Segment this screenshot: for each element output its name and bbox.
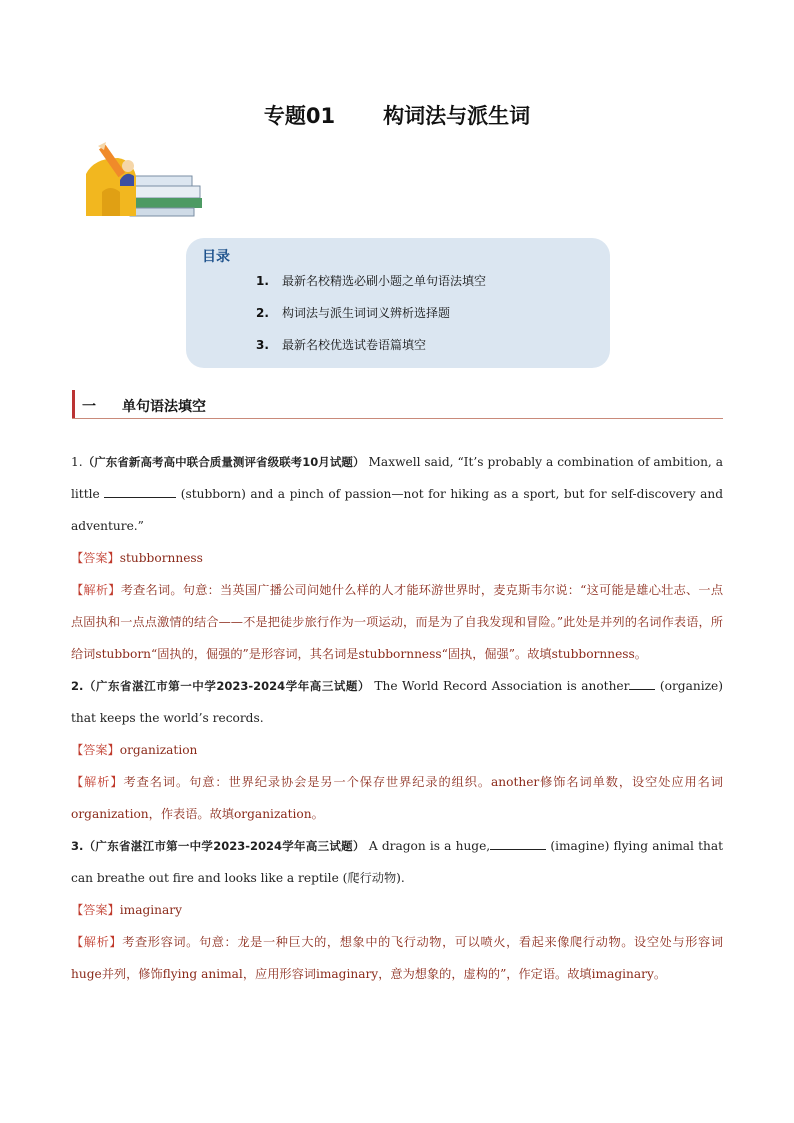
question-number: 3. xyxy=(71,839,84,853)
question-list xyxy=(71,446,723,990)
question-3-analysis xyxy=(71,926,723,990)
question-source: （广东省湛江市第一中学2023-2024学年高三试题） xyxy=(83,679,371,693)
question-3-answer xyxy=(71,894,723,926)
analysis-tag: 【解析】 xyxy=(71,583,121,597)
toc-heading: 目录 xyxy=(202,249,230,265)
question-text: The World Record Association is another xyxy=(370,679,630,693)
toc-item-number: 1. xyxy=(256,274,269,288)
answer-value: imaginary xyxy=(119,903,182,917)
toc-item-label: 构词法与派生词词义辨析选择题 xyxy=(282,306,451,320)
analysis-tag: 【解析】 xyxy=(71,775,124,789)
answer-tag: 【答案】 xyxy=(71,903,120,917)
question-text: A dragon is a huge, xyxy=(364,839,491,853)
page-title xyxy=(0,100,794,130)
question-2-stem xyxy=(71,670,723,734)
section-accent-bar xyxy=(72,390,75,418)
question-hint: (imagine) flying animal that can breathe out fire and looks like a reptile (爬行动物). xyxy=(71,839,723,885)
question-text: Maxwell said, “It’s probably a combination of ambition, a little xyxy=(71,455,723,501)
books-pencil-illustration xyxy=(84,136,204,218)
section-title-text: 单句语法填空 xyxy=(122,399,206,415)
answer-blank[interactable] xyxy=(629,677,655,690)
question-1-stem xyxy=(71,446,723,542)
toc-item xyxy=(256,304,450,321)
answer-value: organization xyxy=(119,743,198,757)
toc-item-number: 3. xyxy=(256,338,269,352)
title-text: 构词法与派生词 xyxy=(383,104,531,128)
question-2-answer xyxy=(71,734,723,766)
answer-blank[interactable] xyxy=(104,485,176,498)
toc-item-number: 2. xyxy=(256,306,269,320)
question-3-stem xyxy=(71,830,723,894)
question-1-analysis xyxy=(71,574,723,670)
answer-tag: 【答案】 xyxy=(71,551,120,565)
question-2-analysis xyxy=(71,766,723,830)
section-header xyxy=(72,388,723,419)
question-number: 2. xyxy=(71,679,84,693)
table-of-contents xyxy=(186,238,610,368)
toc-item-label: 最新名校优选试卷语篇填空 xyxy=(282,338,427,352)
analysis-text: 考查名词。句意：当英国广播公司问她什么样的人才能环游世界时，麦克斯韦尔说：“这可能是雄心壮志、一点点固执和一点点激情的结合——不是把徒步旅行作为一项运动，而是为了自我发现和冒险。”此处是并列的名词作表语，所给词stubborn“固执的，倔强的”是形容词，其名词是stubbornness“固执，倔强”。故填stubbornness。 xyxy=(71,583,724,661)
title-number: 专题01 xyxy=(263,104,336,128)
question-1-answer xyxy=(71,542,723,574)
question-hint: (stubborn) and a pinch of passion—not for hiking as a sport, but for self-discovery and adventure.” xyxy=(71,487,723,533)
analysis-text: 考查名词。句意：世界纪录协会是另一个保存世界纪录的组织。another修饰名词单数，设空处应用名词organization，作表语。故填organization。 xyxy=(71,775,723,821)
analysis-tag: 【解析】 xyxy=(71,935,123,949)
answer-blank[interactable] xyxy=(490,837,546,850)
question-source: （广东省湛江市第一中学2023-2024学年高三试题） xyxy=(83,839,365,853)
answer-tag: 【答案】 xyxy=(71,743,120,757)
section-title xyxy=(82,396,206,416)
analysis-text: 考查形容词。句意：龙是一种巨大的，想象中的飞行动物，可以喷火，看起来像爬行动物。设空处与形容词huge并列，修饰flying animal，应用形容词imaginary，意为想象的，虚构的”，作定语。故填imaginary。 xyxy=(71,935,724,981)
toc-item xyxy=(256,336,426,353)
question-source: （广东省新高考高中联合质量测评省级联考10月试题） xyxy=(82,455,365,469)
toc-item-label: 最新名校精选必刷小题之单句语法填空 xyxy=(282,274,487,288)
question-hint: (organize) that keeps the world’s records. xyxy=(71,679,724,725)
question-number: 1. xyxy=(71,455,83,469)
section-number: 一 xyxy=(82,399,96,415)
answer-value: stubbornness xyxy=(119,551,203,565)
toc-item xyxy=(256,272,486,289)
